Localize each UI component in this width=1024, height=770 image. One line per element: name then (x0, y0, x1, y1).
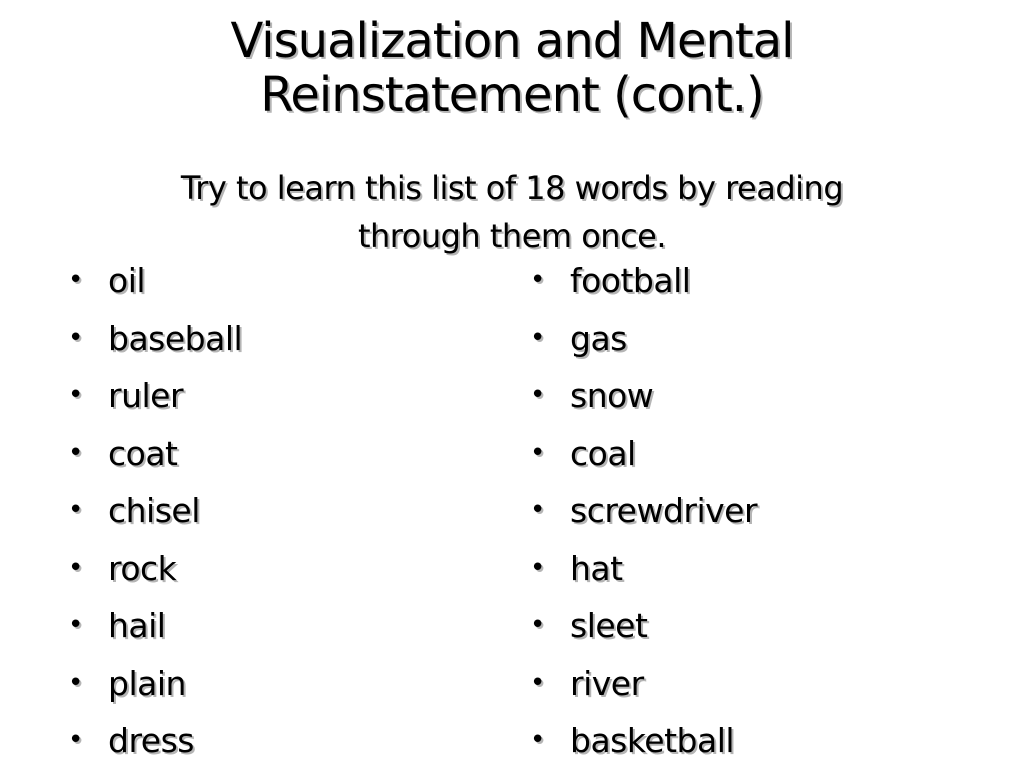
list-item (530, 310, 757, 368)
list-item (530, 655, 757, 713)
word-list-right (530, 252, 757, 770)
title-line-1: Visualization and Mental (230, 13, 794, 69)
bullet-icon: • (530, 725, 545, 755)
bullet-icon: • (530, 380, 545, 410)
bullet-icon: • (68, 437, 83, 468)
list-item (530, 482, 757, 540)
list-item (530, 252, 757, 310)
list-item (68, 425, 242, 483)
word: chisel (108, 491, 200, 530)
bullet-icon: • (68, 610, 83, 640)
list-item (68, 712, 242, 770)
word: hat (570, 548, 623, 588)
word: ruler (108, 376, 184, 415)
list-item (68, 310, 242, 368)
bullet-icon: • (68, 495, 83, 525)
list-item (530, 597, 757, 655)
list-item (530, 712, 757, 770)
bullet-icon: • (530, 265, 545, 295)
word: screwdriver (570, 491, 758, 530)
word: rock (108, 548, 177, 588)
subtitle-line-2: through them once. (357, 217, 667, 255)
word: snow (570, 376, 654, 415)
bullet-icon: • (68, 265, 83, 295)
word: river (570, 663, 644, 703)
bullet-icon: • (68, 322, 83, 353)
subtitle-line-1: Try to learn this list of 18 words by reading (180, 169, 844, 207)
word: basketball (570, 721, 735, 760)
list-item (68, 252, 242, 310)
bullet-icon: • (68, 380, 83, 410)
bullet-icon: • (530, 495, 545, 525)
bullet-icon: • (530, 322, 545, 353)
bullet-icon: • (530, 667, 545, 698)
list-item (68, 482, 242, 540)
list-item (68, 655, 242, 713)
word: football (570, 261, 691, 300)
slide-title (0, 14, 1024, 122)
word: gas (570, 318, 627, 358)
word-list-left (68, 252, 242, 770)
slide-subtitle (0, 164, 1024, 260)
word: dress (108, 721, 194, 760)
word: plain (108, 663, 186, 703)
word: sleet (570, 606, 648, 645)
list-item (530, 367, 757, 425)
word: hail (108, 606, 166, 645)
word: coat (108, 433, 178, 473)
bullet-icon: • (530, 610, 545, 640)
bullet-icon: • (530, 437, 545, 468)
bullet-icon: • (68, 667, 83, 698)
list-item (68, 540, 242, 598)
word: baseball (108, 318, 243, 358)
list-item (68, 367, 242, 425)
list-item (530, 540, 757, 598)
word: oil (108, 261, 146, 300)
list-item (530, 425, 757, 483)
title-line-2: Reinstatement (cont.) (260, 67, 764, 123)
bullet-icon: • (68, 552, 83, 583)
bullet-icon: • (530, 552, 545, 583)
list-item (68, 597, 242, 655)
word: coal (570, 433, 636, 473)
bullet-icon: • (68, 725, 83, 755)
